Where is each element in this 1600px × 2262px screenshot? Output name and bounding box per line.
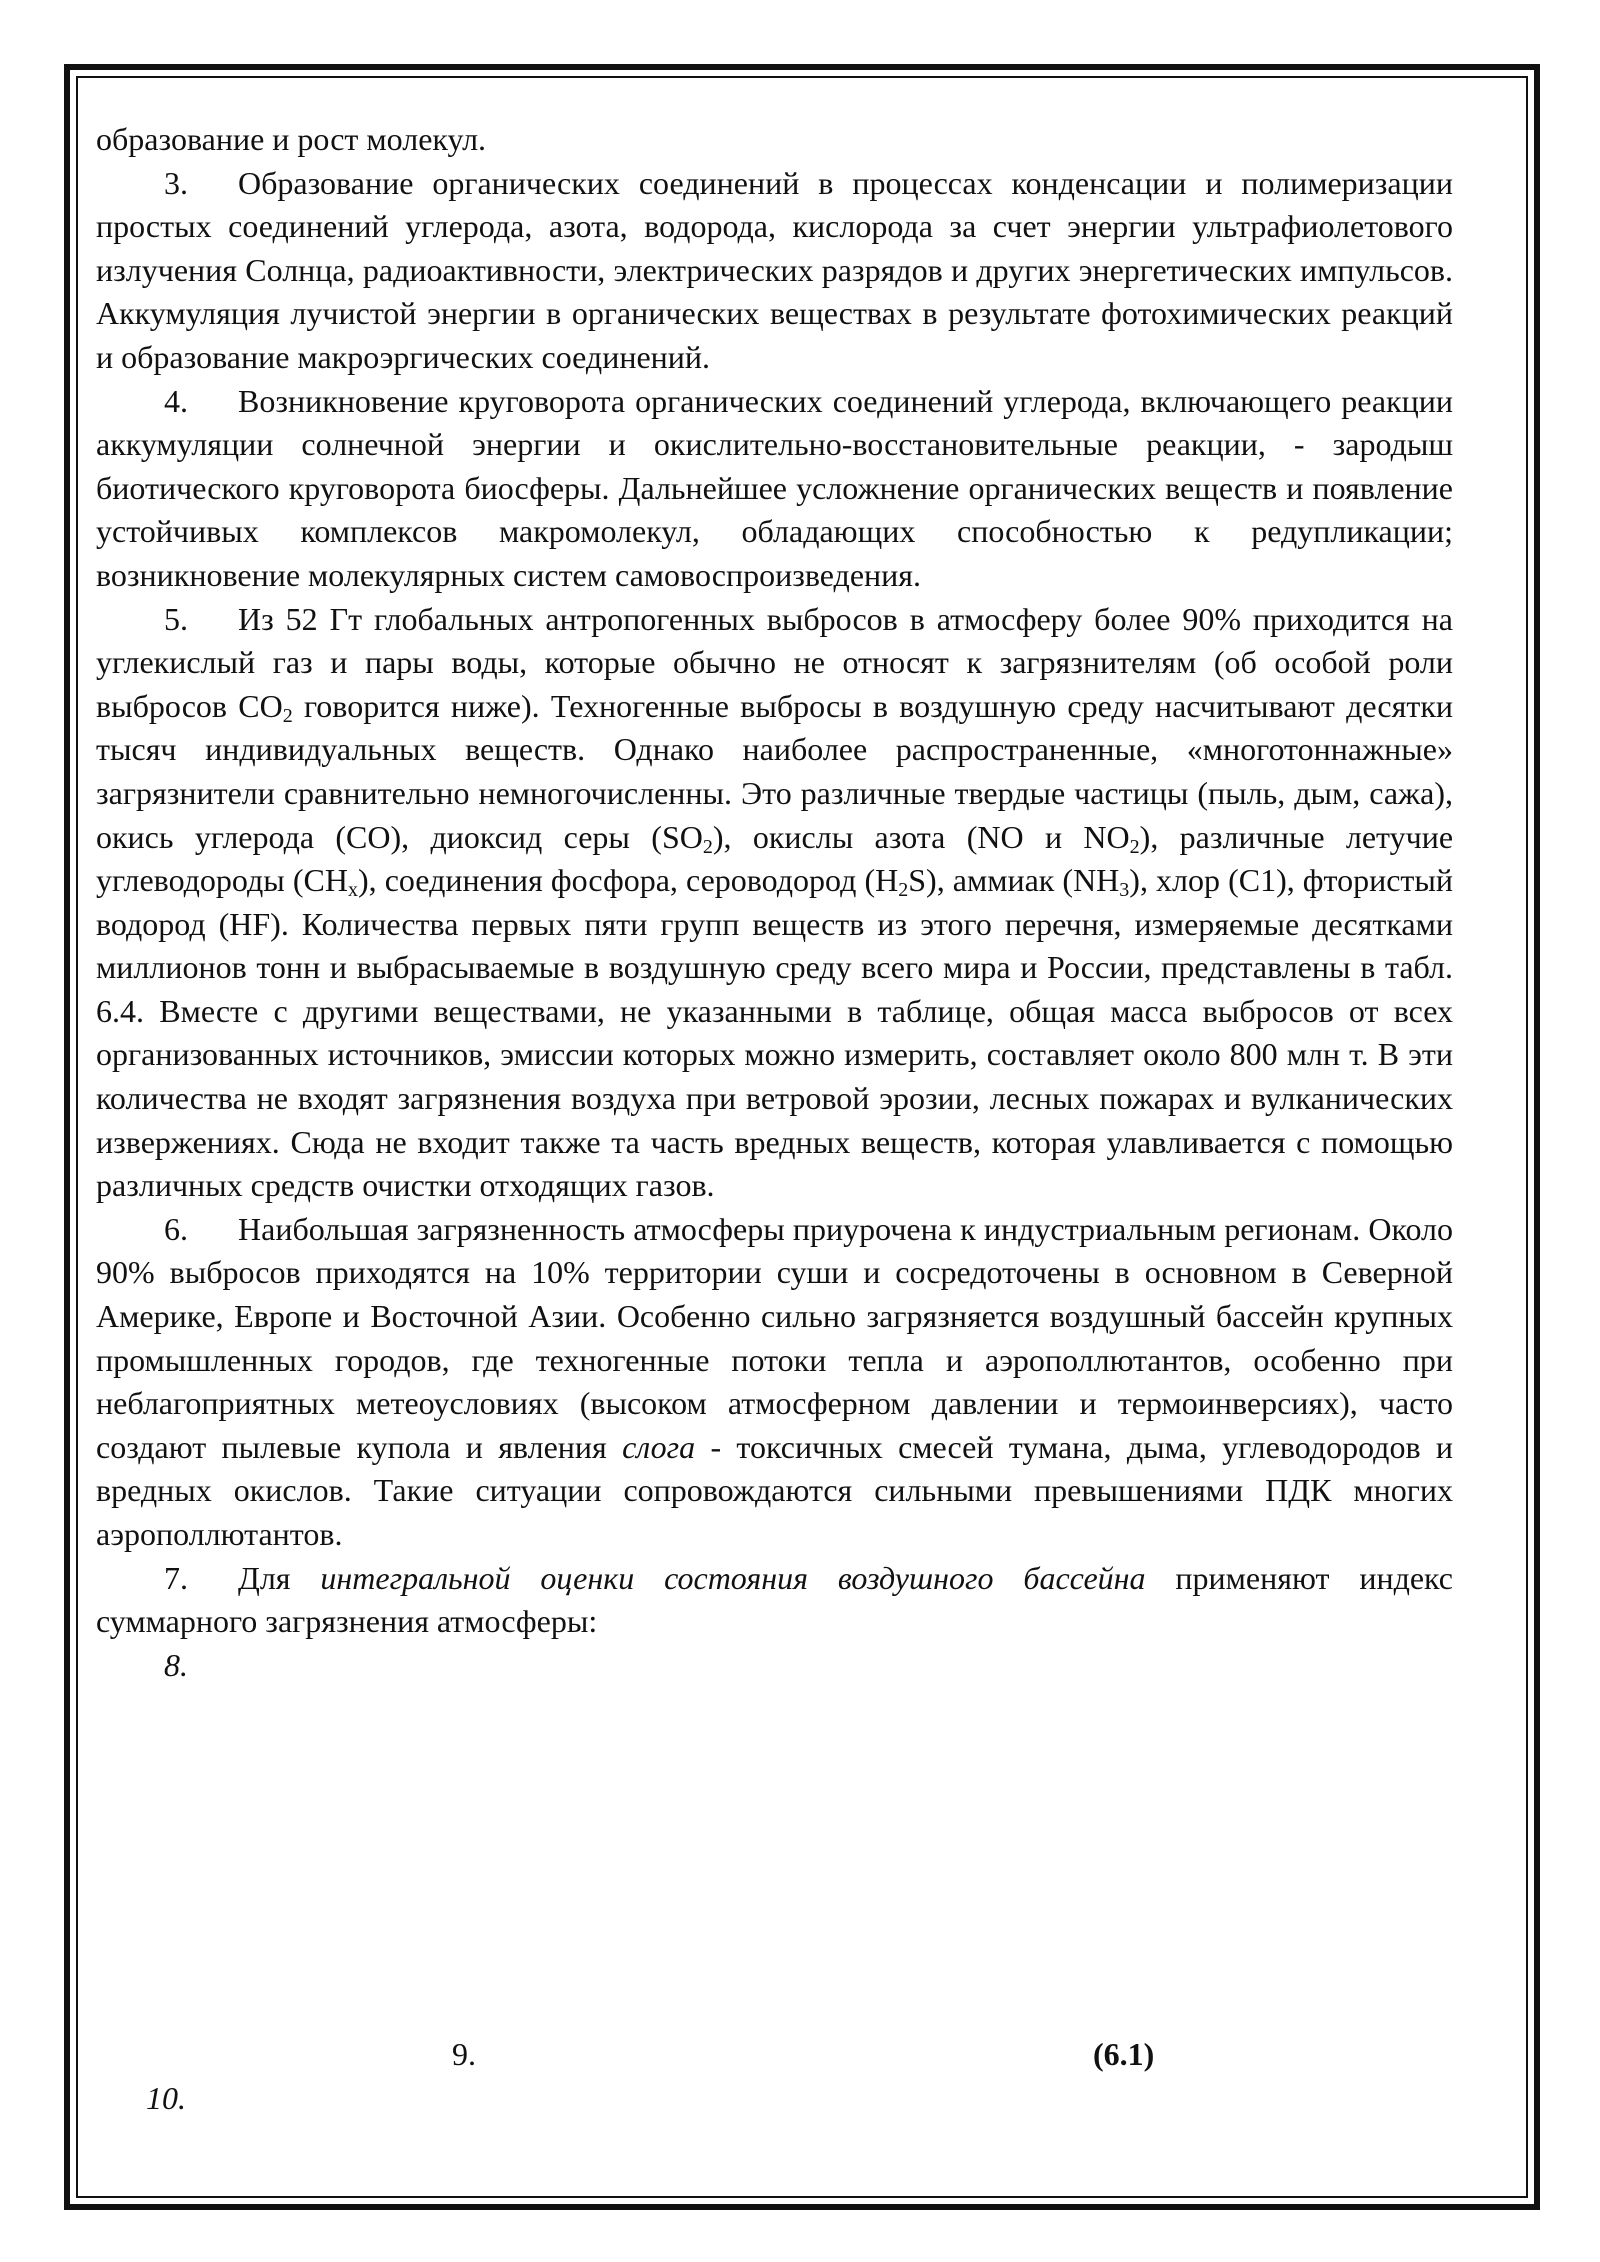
list-item-6 <box>96 1208 1453 1557</box>
item-text: применяют индекс суммарного загрязнения атмосферы: <box>96 1559 1454 1640</box>
item-text: ), хлор (C1), фтористый водород (HF). Количества первых пяти групп веществ из этого перечня, измеряемые десятками миллионов тонн и выбрасываемые в воздушную среду всего мира и России, представлены в табл. 6.4. Вместе с другими веществами, не указанными в таблице, общая масса выбросов от всех организованных источников, эмиссии которых можно измерить, составляет около 800 млн т. В эти количества не входят загрязнения воздуха при ветровой эрозии, лесных пожарах и вулканических извержениях. Сюда не входит также та часть вредных веществ, которая улавливается с помощью различных средств очистки отходящих газов. <box>96 862 1454 1204</box>
item-text: Образование органических соединений в процессах конденсации и полимеризации простых соединений углерода, азота, водорода, кислорода за счет энергии ультрафиолетового излучения Солнца, радиоактивности, электрических разрядов и других энергетических импульсов. Аккумуляция лучистой энергии в органических веществах в результате фотохимических реакций и образование макроэргических соединений. <box>96 164 1453 375</box>
subscript: 2 <box>898 879 909 902</box>
item-number: 7. <box>164 1559 188 1596</box>
document-body <box>96 118 1453 1687</box>
lead-line: образование и рост молекул. <box>96 121 487 157</box>
item-number: 6. <box>164 1210 188 1247</box>
item-number: 5. <box>164 600 188 637</box>
list-item-7 <box>96 1557 1453 1644</box>
subscript: x <box>347 879 358 902</box>
item-text: Для <box>238 1559 321 1596</box>
item-text: Возникновение круговорота органических соединений углерода, включающего реакции аккумуляции солнечной энергии и окислительно-восстановительные реакции, - зародыш биотического круговорота биосферы. Дальнейшее усложнение органических веществ и появление устойчивых комплексов макромолекул, обладающих способностью к редупликации; возникновение молекулярных систем самовоспроизведения. <box>96 382 1453 593</box>
list-item-10: 10. <box>146 2080 186 2116</box>
item-number: 3. <box>164 164 188 201</box>
item-text: S), аммиак (NH <box>908 862 1120 899</box>
italic-term: слога <box>622 1428 696 1465</box>
list-item-8 <box>96 1644 1453 1688</box>
item-text: ), соединения фосфора, сероводород (H <box>357 862 899 899</box>
list-item-9: 9. <box>452 2036 476 2072</box>
list-item-4 <box>96 380 1453 598</box>
item-number: 4. <box>164 382 188 419</box>
item-text: говорится ниже). Техногенные выбросы в воздушную среду насчитывают десятки тысяч индивидуальных веществ. Однако наиболее распространенные, «многотоннажные» загрязнители сравнительно немногочисленны. Это различные твердые частицы (пыль, дым, сажа), окись углерода (CO), диоксид серы (SO <box>96 687 1454 855</box>
italic-term: интегральной оценки состояния воздушного бассейна <box>320 1559 1146 1596</box>
subscript: 2 <box>1129 835 1140 858</box>
item-text: Наибольшая загрязненность атмосферы приурочена к индустриальным регионам. Около 90% выбросов приходятся на 10% территории суши и сосредоточены в основном в Северной Америке, Европе и Восточной Азии. Особенно сильно загрязняется воздушный бассейн крупных промышленных городов, где техногенные потоки тепла и аэрополлютантов, особенно при неблагоприятных метеоусловиях (высоком атмосферном давлении и термоинверсиях), часто создают пылевые купола и явления <box>96 1210 1453 1465</box>
subscript: 2 <box>702 835 713 858</box>
item-text: ), различные летучие углеводороды (CH <box>96 818 1454 899</box>
item-number: 8. <box>164 1646 188 1683</box>
item-text: - токсичных смесей тумана, дыма, углеводородов и вредных окислов. Такие ситуации сопровождаются сильными превышениями ПДК многих аэрополлютантов. <box>96 1428 1454 1552</box>
subscript: 2 <box>282 704 293 727</box>
item-text: ), окислы азота (NO и NO <box>712 818 1130 855</box>
list-item-3 <box>96 162 1453 380</box>
list-item-5 <box>96 598 1453 1208</box>
item-text: Из 52 Гт глобальных антропогенных выбросов в атмосферу более 90% приходится на углекислый газ и пары воды, которые обычно не относят к загрязнителям (об особой роли выбросов CO <box>96 600 1453 724</box>
formula-number: (6.1) <box>1093 2036 1155 2072</box>
subscript: 3 <box>1119 879 1130 902</box>
